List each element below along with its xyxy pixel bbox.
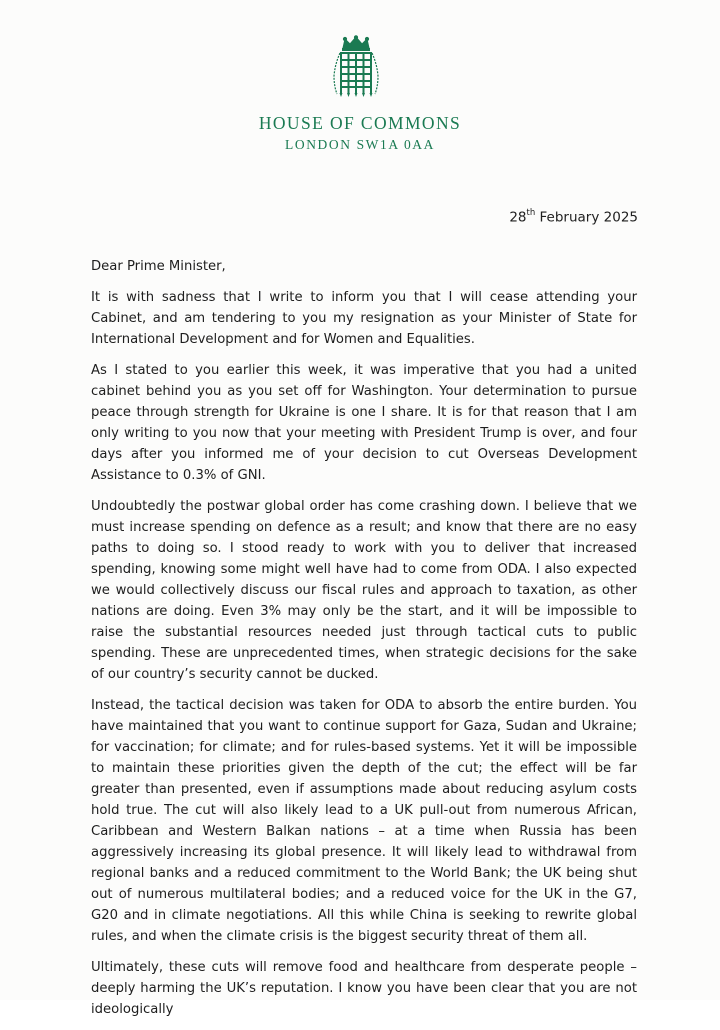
paragraph-ultimately: Ultimately, these cuts will remove food and healthcare from desperate people – deeply harming the UK’s reputation. I know you have been clear that you are not ideologically (91, 960, 637, 1017)
letterhead-organisation: HOUSE OF COMMONS (258, 113, 462, 133)
portcullis-crest-icon (331, 36, 381, 98)
salutation: Dear Prime Minister, (91, 259, 226, 274)
letter-body (91, 256, 637, 1030)
date-day: 28 (509, 209, 527, 226)
date-suffix: th (526, 208, 536, 218)
paragraph-washington: As I stated to you earlier this week, it was imperative that you had a united cabinet behind you as you set off for Washington. Your determination to pursue peace through strength for Ukraine is one I share. It is for that reason that I am only writing to you now that your meeting with President Trump is over, and four days after you informed me of your decision to cut Overseas Development Assistance to 0.3% of GNI. (91, 363, 637, 483)
date-month-year: February 2025 (535, 209, 638, 226)
paragraph-oda-burden: Instead, the tactical decision was taken for ODA to absorb the entire burden. You have maintained that you want to continue support for Gaza, Sudan and Ukraine; for vaccination; for climate; and for rules-based systems. Yet it will be impossible to maintain these priorities given the depth of the cut; the effect will be far greater than presented, even if assumptions made about reducing asylum costs hold true. The cut will also likely lead to a UK pull-out from numerous African, Caribbean and Western Balkan nations – at a time when Russia has been aggressively increasing its global presence. It will likely lead to withdrawal from regional banks and a reduced commitment to the World Bank; the UK being shut out of numerous multilateral bodies; and a reduced voice for the UK in the G7, G20 and in climate negotiations. All this while China is seeking to rewrite global rules, and when the climate crisis is the biggest security threat of them all. (91, 698, 637, 944)
letterhead-address: LONDON SW1A 0AA (285, 137, 435, 152)
letter-date (509, 209, 638, 226)
paragraph-resignation: It is with sadness that I write to inform you that I will cease attending your Cabinet, and am tendering to you my resignation as your Minister of State for International Development and for Women and Equalities. (91, 290, 637, 347)
paragraph-global-order: Undoubtedly the postwar global order has come crashing down. I believe that we must increase spending on defence as a result; and know that there are no easy paths to doing so. I stood ready to work with you to deliver that increased spending, knowing some might well have had to come from ODA. I also expected we would collectively discuss our fiscal rules and approach to taxation, as other nations are doing. Even 3% may only be the start, and it will be impossible to raise the substantial resources needed just through tactical cuts to public spending. These are unprecedented times, when strategic decisions for the sake of our country’s security cannot be ducked. (91, 499, 637, 682)
